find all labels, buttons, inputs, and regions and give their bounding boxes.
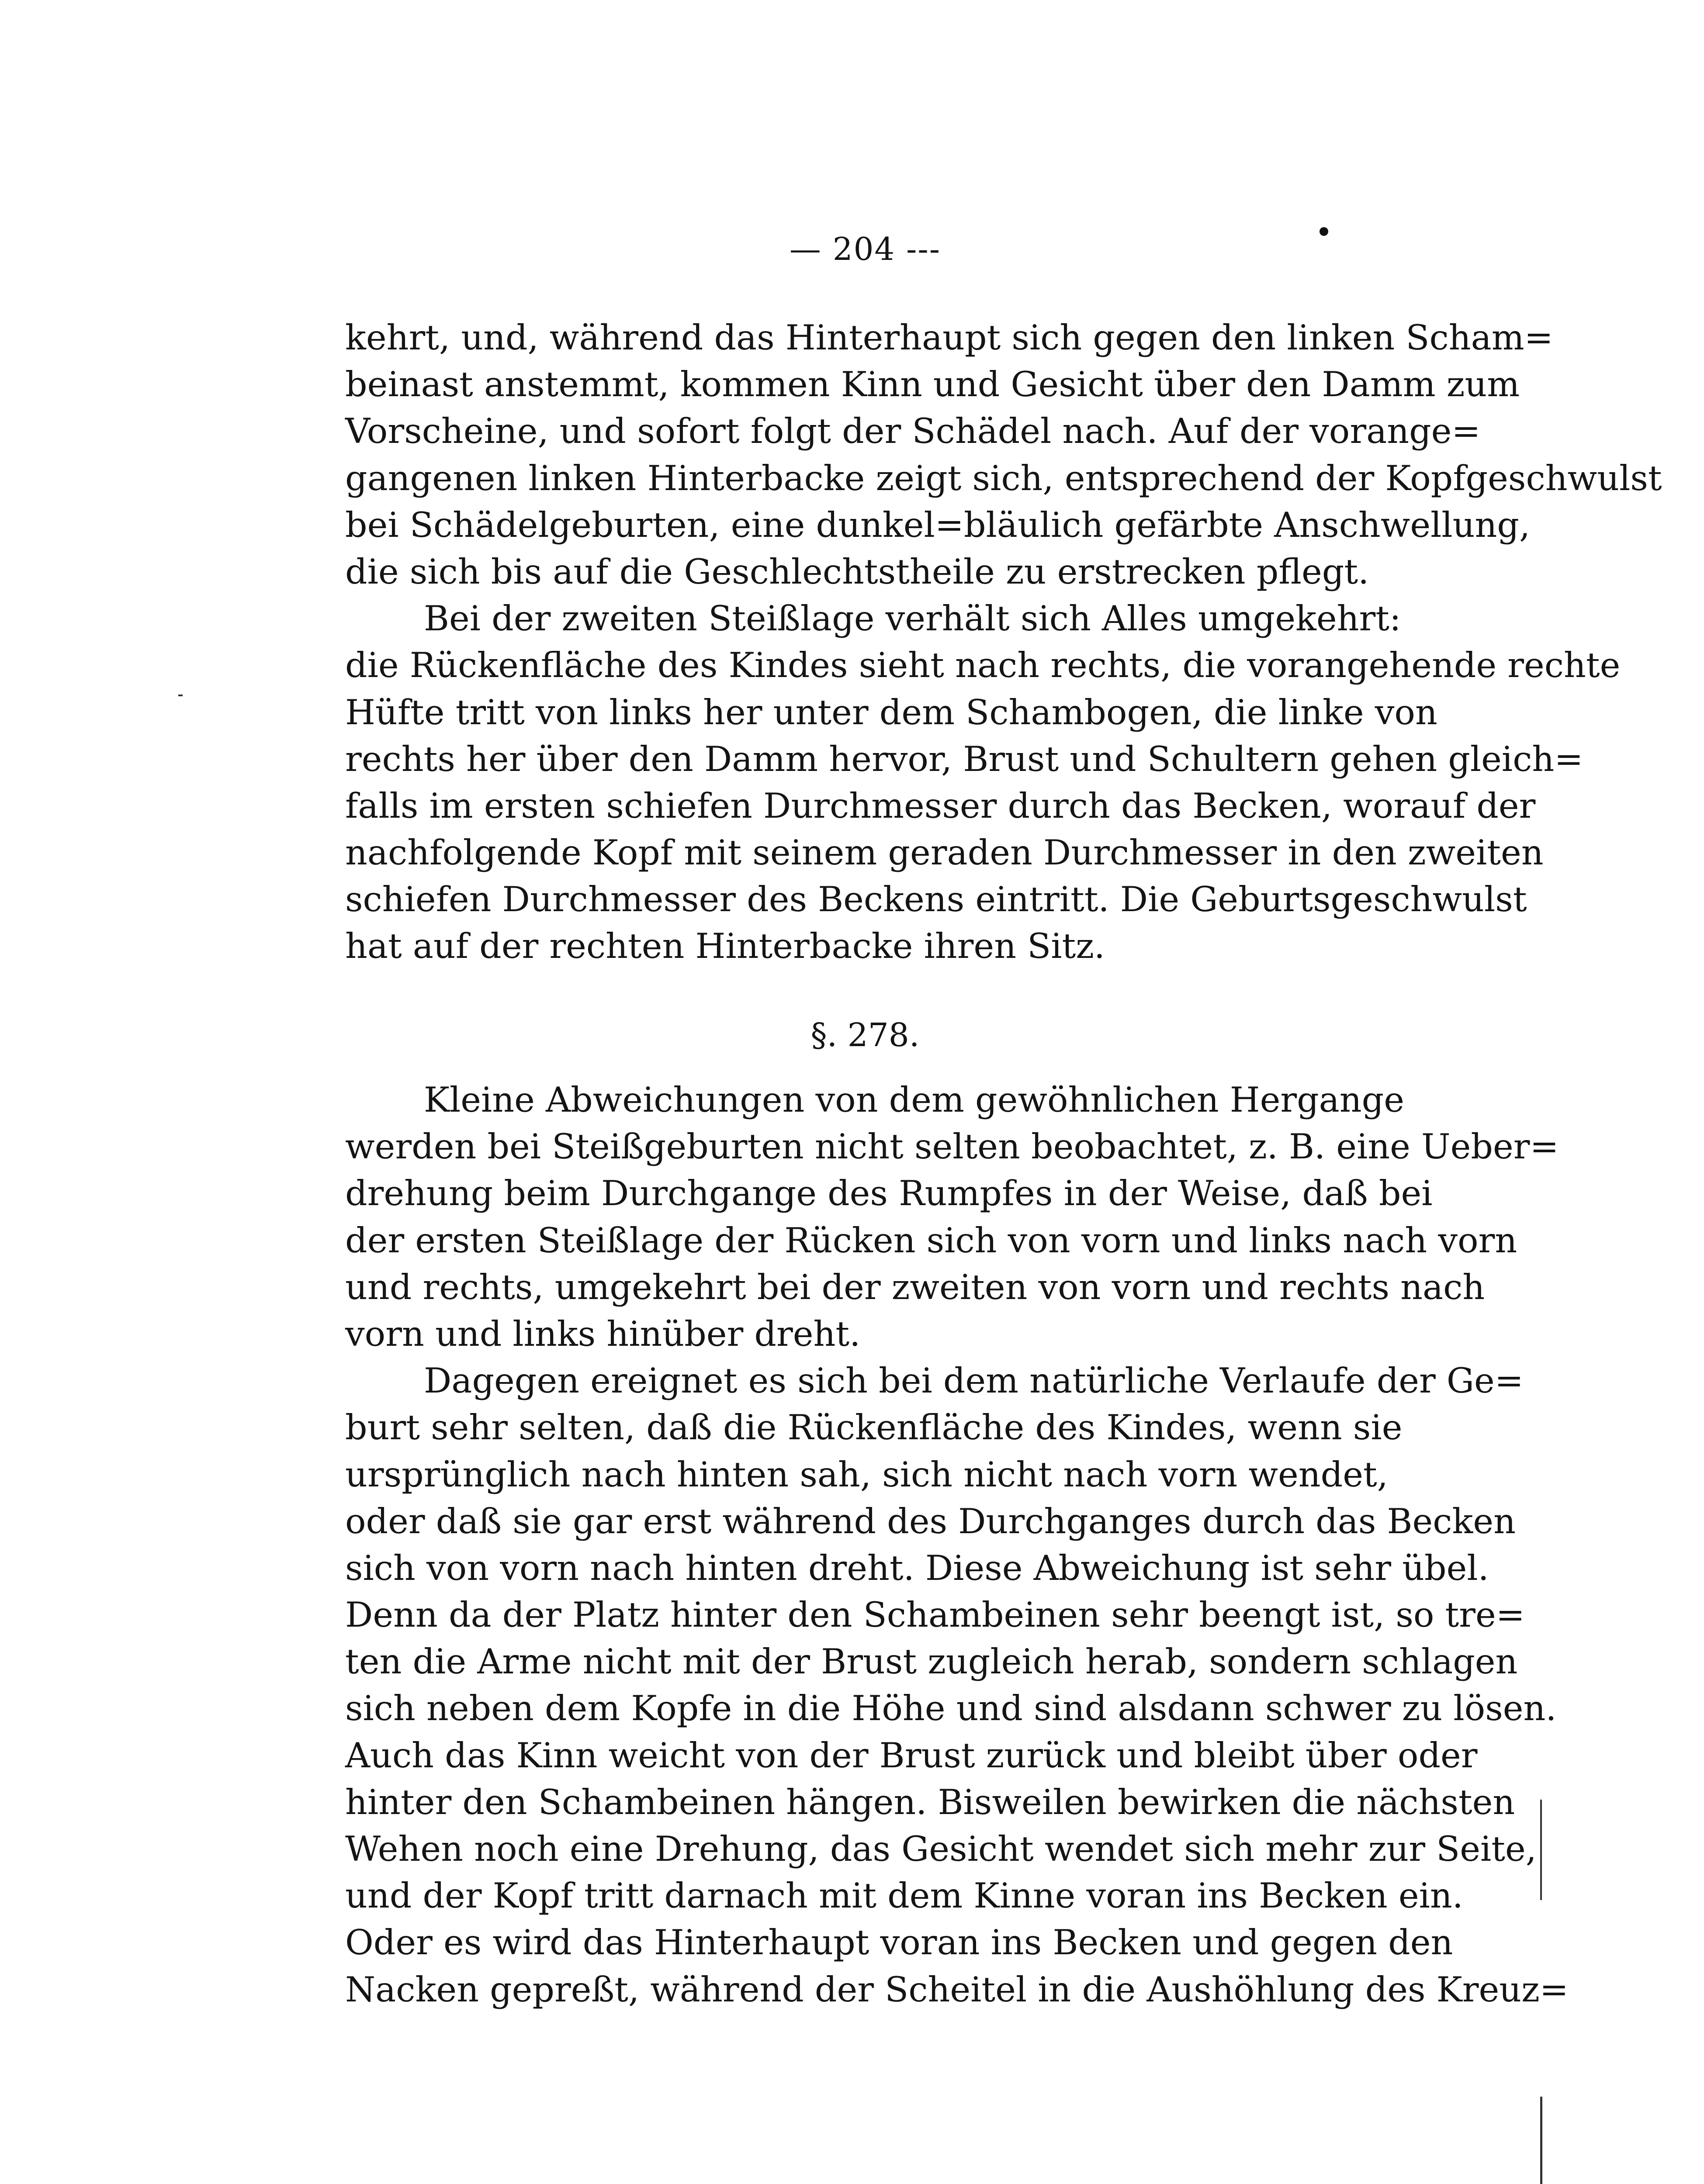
text-line: drehung beim Durchgange des Rumpfes in der Weise, daß bei (345, 1173, 1433, 1214)
text-line: rechts her über den Damm hervor, Brust und Schultern gehen gleich= (345, 739, 1583, 779)
text-line: Vorscheine, und sofort folgt der Schädel nach. Auf der vorange= (345, 411, 1481, 452)
page-number: — 204 --- (789, 231, 941, 267)
text-line: die sich bis auf die Geschlechtstheile zu erstrecken pflegt. (345, 551, 1369, 592)
margin-scan-mark (178, 695, 183, 696)
text-line: nachfolgende Kopf mit seinem geraden Durchmesser in den zweiten (345, 833, 1544, 873)
text-line: sich von vorn nach hinten dreht. Diese Abweichung ist sehr übel. (345, 1548, 1489, 1588)
text-line: Hüfte tritt von links her unter dem Schambogen, die linke von (345, 692, 1437, 733)
section-heading: §. 278. (810, 1016, 920, 1054)
text-line: Auch das Kinn weicht von der Brust zurück und bleibt über oder (345, 1735, 1478, 1776)
bottom-text-block (345, 1077, 1569, 2013)
text-line: Wehen noch eine Drehung, das Gesicht wendet sich mehr zur Seite, (345, 1829, 1537, 1869)
text-line: hinter den Schambeinen hängen. Bisweilen bewirken die nächsten (345, 1782, 1515, 1822)
text-line: schiefen Durchmesser des Beckens eintritt. Die Geburtsgeschwulst (345, 879, 1527, 920)
top-text-block (345, 314, 1662, 970)
text-line: ten die Arme nicht mit der Brust zugleich herab, sondern schlagen (345, 1641, 1518, 1682)
text-line: der ersten Steißlage der Rücken sich von vorn und links nach vorn (345, 1220, 1517, 1261)
text-line: Bei der zweiten Steißlage verhält sich Alles umgekehrt: (424, 598, 1401, 639)
text-line: oder daß sie gar erst während des Durchganges durch das Becken (345, 1501, 1516, 1541)
text-line: beinast anstemmt, kommen Kinn und Gesicht über den Damm zum (345, 364, 1520, 405)
text-line: vorn und links hinüber dreht. (345, 1313, 861, 1354)
text-line: burt sehr selten, daß die Rückenfläche des Kindes, wenn sie (345, 1407, 1403, 1448)
text-line: kehrt, und, während das Hinterhaupt sich gegen den linken Scham= (345, 318, 1553, 358)
text-line: die Rückenfläche des Kindes sieht nach rechts, die vorangehende rechte (345, 645, 1621, 686)
paragraph-4 (345, 1358, 1569, 2013)
text-line: bei Schädelgeburten, eine dunkel=bläulich gefärbte Anschwellung, (345, 505, 1531, 545)
text-line: ursprünglich nach hinten sah, sich nicht nach vorn wendet, (345, 1454, 1388, 1495)
margin-scan-line (1540, 1800, 1542, 1900)
text-line: falls im ersten schiefen Durchmesser durch das Becken, worauf der (345, 785, 1536, 826)
text-line: Oder es wird das Hinterhaupt voran ins Becken und gegen den (345, 1922, 1453, 1963)
text-line: und rechts, umgekehrt bei der zweiten von vorn und rechts nach (345, 1267, 1485, 1307)
paragraph-2 (345, 595, 1621, 970)
text-line: gangenen linken Hinterbacke zeigt sich, entsprechend der Kopfgeschwulst (345, 458, 1662, 498)
text-line: werden bei Steißgeburten nicht selten beobachtet, z. B. eine Ueber= (345, 1127, 1559, 1167)
text-line: Dagegen ereignet es sich bei dem natürliche Verlaufe der Ge= (424, 1361, 1524, 1401)
text-line: Denn da der Platz hinter den Schambeinen sehr beengt ist, so tre= (345, 1595, 1525, 1635)
text-line: Nacken gepreßt, während der Scheitel in die Aushöhlung des Kreuz= (345, 1969, 1569, 2010)
paragraph-1 (345, 314, 1662, 595)
text-line: sich neben dem Kopfe in die Höhe und sind alsdann schwer zu lösen. (345, 1688, 1557, 1729)
text-line: und der Kopf tritt darnach mit dem Kinne voran ins Becken ein. (345, 1876, 1463, 1916)
margin-scan-line (1540, 2097, 1542, 2184)
text-line: Kleine Abweichungen von dem gewöhnlichen Hergange (424, 1080, 1404, 1120)
text-line: hat auf der rechten Hinterbacke ihren Sitz. (345, 926, 1105, 967)
ink-dot (1320, 227, 1328, 236)
paragraph-3 (345, 1077, 1559, 1358)
